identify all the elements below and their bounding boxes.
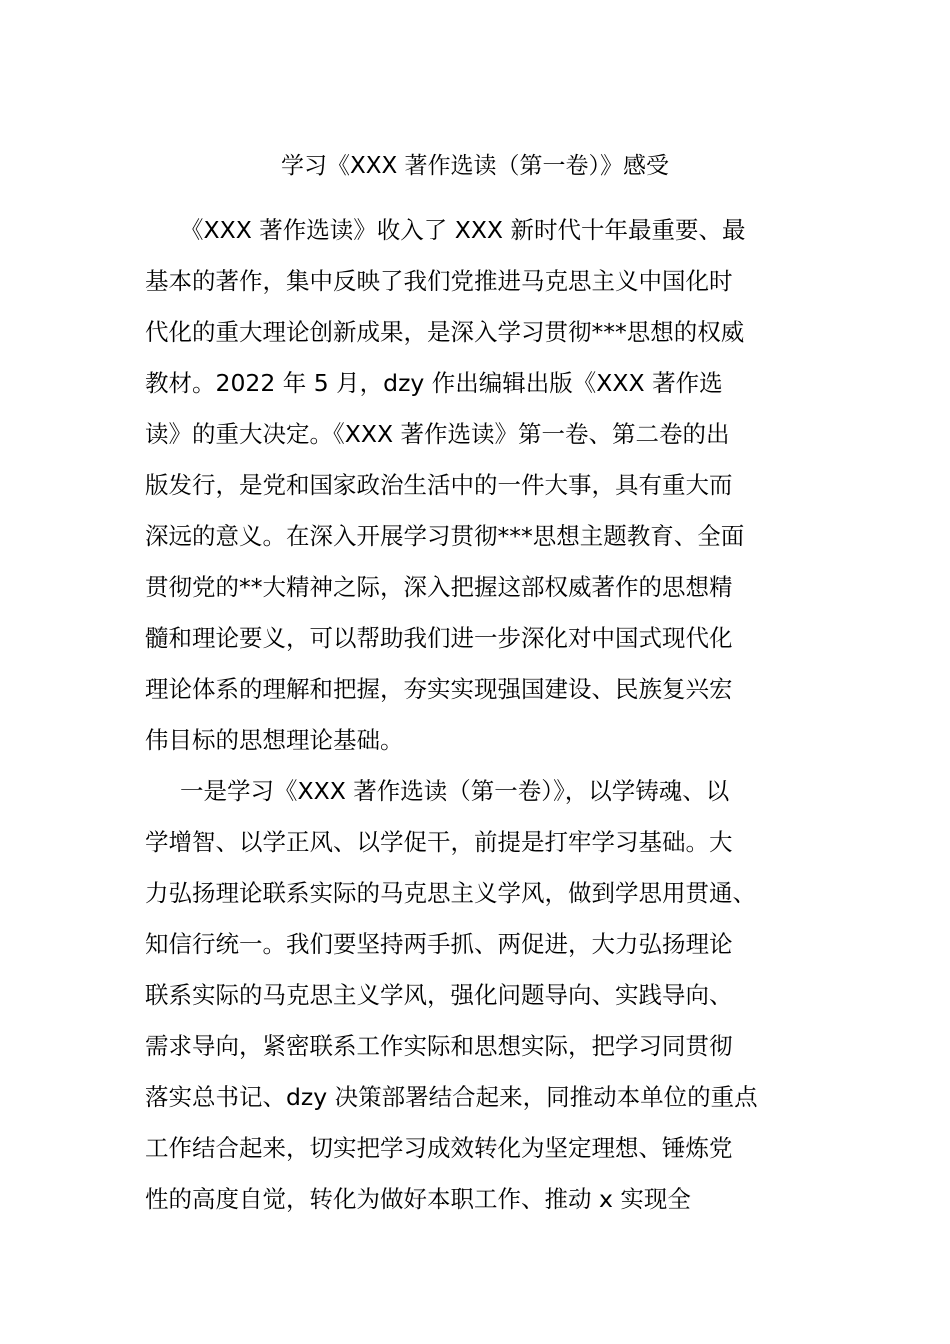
- paragraph-line: 性的高度自觉，转化为做好本职工作、推动 x 实现全: [145, 1185, 691, 1213]
- paragraph-line: 力弘扬理论联系实际的马克思主义学风，做到学思用贯通、: [145, 879, 756, 907]
- paragraph-line: 知信行统一。我们要坚持两手抓、两促进，大力弘扬理论: [145, 930, 733, 958]
- paragraph-line: 读》的重大决定。《XXX 著作选读》第一卷、第二卷的出: [145, 420, 730, 448]
- paragraph-line: 伟目标的思想理论基础。: [145, 726, 404, 754]
- paragraph-line: 联系实际的马克思主义学风，强化问题导向、实践导向、: [145, 981, 733, 1009]
- paragraph-line: 代化的重大理论创新成果，是深入学习贯彻***思想的权威: [145, 318, 745, 346]
- paragraph-line: 一是学习《XXX 著作选读（第一卷）》，以学铸魂、以: [180, 777, 730, 805]
- paragraph-line: 版发行，是党和国家政治生活中的一件大事，具有重大而: [145, 471, 733, 499]
- paragraph-2: [145, 768, 815, 1227]
- paragraph-line: 髓和理论要义，可以帮助我们进一步深化对中国式现代化: [145, 624, 733, 652]
- document-body: [145, 207, 815, 1227]
- paragraph-line: 工作结合起来，切实把学习成效转化为坚定理想、锤炼党: [145, 1134, 733, 1162]
- document-title: 学习《XXX 著作选读（第一卷）》感受: [280, 153, 670, 179]
- paragraph-line: 学增智、以学正风、以学促干，前提是打牢学习基础。大: [145, 828, 733, 856]
- paragraph-line: 教材。2022 年 5 月，dzy 作出编辑出版《XXX 著作选: [145, 369, 723, 397]
- paragraph-line: 《XXX 著作选读》收入了 XXX 新时代十年最重要、最: [180, 216, 746, 244]
- paragraph-line: 理论体系的理解和把握，夯实实现强国建设、民族复兴宏: [145, 675, 733, 703]
- paragraph-1: [145, 207, 815, 768]
- paragraph-line: 需求导向，紧密联系工作实际和思想实际，把学习同贯彻: [145, 1032, 733, 1060]
- paragraph-line: 基本的著作，集中反映了我们党推进马克思主义中国化时: [145, 267, 733, 295]
- paragraph-line: 落实总书记、dzy 决策部署结合起来，同推动本单位的重点: [145, 1083, 758, 1111]
- paragraph-line: 深远的意义。在深入开展学习贯彻***思想主题教育、全面: [145, 522, 745, 550]
- paragraph-line: 贯彻党的**大精神之际，深入把握这部权威著作的思想精: [145, 573, 733, 601]
